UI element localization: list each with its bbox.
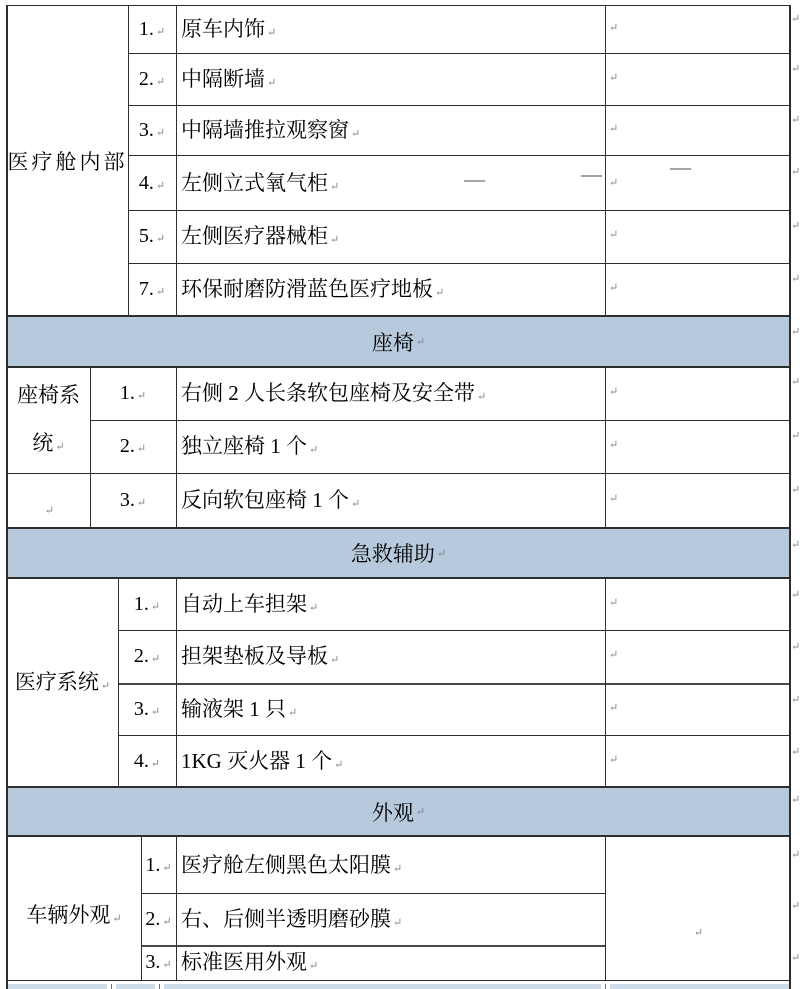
exterior-row-3-text-cell[interactable] — [181, 949, 318, 979]
medical-row-3-text-cell[interactable] — [181, 696, 297, 726]
row-number: 2. — [119, 435, 135, 457]
row-number: 3. — [145, 951, 161, 973]
grid-line — [118, 735, 790, 736]
row-end-mark-icon: ↵ — [791, 376, 800, 388]
row-end-mark-icon: ↵ — [791, 900, 800, 912]
em-dash: — — [464, 167, 485, 191]
row-number: 3. — [138, 119, 154, 141]
cabin-row-3-number-cell[interactable] — [128, 117, 176, 146]
paragraph-mark-icon: ↵ — [155, 26, 166, 38]
section-header-rescue-label: 急救辅助 — [350, 542, 435, 566]
paragraph-mark-icon: ↵ — [609, 22, 619, 34]
row-number: 3. — [119, 489, 135, 511]
cabin-row-1-number-cell[interactable] — [128, 16, 176, 45]
row-end-mark-icon: ↵ — [791, 694, 800, 706]
paragraph-mark-icon: ↵ — [609, 72, 619, 84]
grid-line — [7, 835, 791, 837]
seat-row-2-number-cell[interactable] — [90, 433, 176, 462]
row-number: 1. — [145, 854, 161, 876]
grid-line — [118, 683, 790, 685]
grid-line — [128, 263, 790, 264]
paragraph-mark-icon: ↵ — [309, 444, 319, 456]
seat-row-1-text-cell[interactable] — [181, 380, 486, 410]
row-end-mark-icon: ↵ — [791, 641, 800, 653]
grid-line — [128, 53, 790, 54]
row-number: 4. — [138, 172, 154, 194]
row-number: 1. — [138, 18, 154, 40]
paragraph-mark-icon: ↵ — [136, 443, 147, 455]
row-text: 左侧医疗器械柜 — [181, 224, 328, 248]
paragraph-mark-icon: ↵ — [415, 806, 426, 818]
grid-line — [141, 945, 606, 947]
grid-line — [176, 577, 177, 787]
section-header-exterior[interactable] — [8, 788, 789, 835]
paragraph-mark-icon: ↵ — [55, 440, 65, 453]
row-text: 左侧立式氧气柜 — [181, 171, 328, 195]
grid-line — [605, 366, 606, 527]
seat-label-empty-cell[interactable] — [7, 494, 90, 524]
medical-label-cell[interactable] — [7, 669, 118, 699]
row-text: 环保耐磨防滑蓝色医疗地板 — [181, 277, 433, 301]
row-end-mark-icon: ↵ — [791, 220, 800, 232]
next-row-partial — [8, 984, 789, 989]
row-number: 2. — [138, 68, 154, 90]
grid-line — [7, 577, 791, 579]
grid-line — [605, 5, 606, 315]
seat-label-cell[interactable] — [7, 368, 90, 473]
row-end-mark-icon: ↵ — [791, 794, 800, 806]
paragraph-mark-icon: ↵ — [609, 702, 619, 714]
seat-label-line2: 统 — [32, 430, 54, 455]
grid-line — [7, 5, 791, 6]
paragraph-mark-icon: ↵ — [609, 597, 619, 609]
cabin-label: 医疗舱内部 — [7, 150, 128, 174]
row-number: 1. — [119, 382, 135, 404]
row-end-mark-icon: ↵ — [791, 746, 800, 758]
paragraph-mark-icon: ↵ — [155, 127, 166, 139]
grid-line — [141, 893, 606, 894]
em-dash: — — [670, 155, 691, 179]
row-text: 中隔墙推拉观察窗 — [181, 118, 349, 142]
paragraph-mark-icon: ↵ — [155, 76, 166, 88]
paragraph-mark-icon: ↵ — [609, 493, 619, 505]
row-text: 反向软包座椅 1 个 — [181, 488, 349, 512]
row-number: 3. — [133, 698, 149, 720]
cabin-label-cell[interactable] — [7, 149, 128, 175]
paragraph-mark-icon: ↵ — [393, 917, 403, 929]
paragraph-mark-icon: ↵ — [477, 391, 487, 403]
section-header-seat-label: 座椅 — [371, 330, 414, 355]
row-end-mark-icon: ↵ — [791, 952, 800, 964]
grid-line — [7, 315, 791, 317]
medical-label: 医疗系统 — [14, 670, 99, 694]
paragraph-mark-icon: ↵ — [330, 181, 340, 193]
cabin-row-2-text-cell[interactable] — [181, 66, 276, 96]
grid-line — [111, 984, 112, 989]
medical-row-1-number-cell[interactable] — [118, 591, 176, 620]
paragraph-mark-icon: ↵ — [351, 128, 361, 140]
row-end-mark-icon: ↵ — [791, 13, 800, 25]
paragraph-mark-icon: ↵ — [162, 862, 172, 874]
paragraph-mark-icon: ↵ — [436, 547, 447, 560]
paragraph-mark-icon: ↵ — [136, 497, 147, 509]
grid-line — [90, 420, 790, 421]
exterior-row-2-text-cell[interactable] — [181, 906, 402, 936]
medical-row-4-number-cell[interactable] — [118, 748, 176, 777]
seat-row-3-text-cell[interactable] — [181, 487, 360, 517]
row-text: 右侧 2 人长条软包座椅及安全带 — [181, 381, 475, 405]
grid-line — [605, 577, 606, 787]
paragraph-mark-icon: ↵ — [162, 959, 172, 971]
paragraph-mark-icon: ↵ — [309, 960, 319, 972]
grid-line — [128, 5, 129, 315]
section-header-exterior-label: 外观 — [371, 800, 414, 825]
paragraph-mark-icon: ↵ — [162, 916, 172, 928]
exterior-value-merged-cell[interactable] — [606, 916, 789, 946]
paragraph-mark-icon: ↵ — [155, 286, 166, 298]
paragraph-mark-icon: ↵ — [288, 707, 298, 719]
cabin-row-5-text-cell[interactable] — [181, 223, 339, 253]
cabin-row-4-text-cell[interactable] — [181, 170, 339, 200]
exterior-row-1-text-cell[interactable] — [181, 852, 402, 882]
row-end-mark-icon: ↵ — [791, 63, 800, 75]
exterior-row-2-number-cell[interactable] — [141, 906, 176, 935]
paragraph-mark-icon: ↵ — [309, 602, 319, 614]
section-header-seat[interactable] — [8, 317, 789, 366]
paragraph-mark-icon: ↵ — [609, 123, 619, 135]
paragraph-mark-icon: ↵ — [267, 77, 277, 89]
paragraph-mark-icon: ↵ — [609, 229, 619, 241]
grid-line — [7, 473, 790, 474]
paragraph-mark-icon: ↵ — [155, 233, 166, 245]
row-number: 1. — [133, 593, 149, 615]
row-end-mark-icon: ↵ — [791, 589, 800, 601]
row-end-mark-icon: ↵ — [791, 273, 800, 285]
paragraph-mark-icon: ↵ — [150, 653, 161, 665]
row-text: 原车内饰 — [181, 17, 265, 41]
grid-line — [7, 366, 791, 368]
grid-line — [128, 210, 790, 211]
seat-row-2-text-cell[interactable] — [181, 433, 318, 463]
row-text: 医疗舱左侧黑色太阳膜 — [181, 853, 391, 877]
paragraph-mark-icon: ↵ — [136, 390, 147, 402]
paragraph-mark-icon: ↵ — [435, 287, 445, 299]
medical-row-4-text-cell[interactable] — [181, 748, 343, 778]
cabin-row-4-number-cell[interactable] — [128, 170, 176, 199]
paragraph-mark-icon: ↵ — [609, 282, 619, 294]
table-right-border — [789, 5, 791, 989]
row-end-mark-icon: ↵ — [791, 849, 800, 861]
row-text: 自动上车担架 — [181, 592, 307, 616]
exterior-label-cell[interactable] — [7, 902, 141, 932]
grid-line — [118, 630, 790, 631]
paragraph-mark-icon: ↵ — [609, 439, 619, 451]
paragraph-mark-icon: ↵ — [334, 759, 344, 771]
row-text: 右、后侧半透明磨砂膜 — [181, 907, 391, 931]
row-text: 独立座椅 1 个 — [181, 434, 307, 458]
row-number: 2. — [145, 908, 161, 930]
seat-row-1-number-cell[interactable] — [90, 380, 176, 409]
row-number: 5. — [138, 225, 154, 247]
paragraph-mark-icon: ↵ — [393, 863, 403, 875]
row-number: 4. — [133, 750, 149, 772]
paragraph-mark-icon: ↵ — [330, 234, 340, 246]
cabin-row-1-text-cell[interactable] — [181, 16, 276, 46]
row-number: 7. — [138, 278, 154, 300]
grid-line — [605, 984, 606, 989]
grid-line — [7, 786, 791, 788]
paragraph-mark-icon: ↵ — [112, 913, 122, 925]
paragraph-mark-icon: ↵ — [44, 505, 55, 517]
medical-row-1-text-cell[interactable] — [181, 591, 318, 621]
row-end-mark-icon: ↵ — [791, 166, 800, 178]
cabin-row-2-number-cell[interactable] — [128, 66, 176, 95]
paragraph-mark-icon: ↵ — [609, 386, 619, 398]
grid-line — [7, 527, 791, 529]
seat-label-line2-wrap — [32, 419, 64, 471]
paragraph-mark-icon: ↵ — [150, 601, 161, 613]
cabin-row-5-number-cell[interactable] — [128, 223, 176, 252]
grid-line — [176, 366, 177, 527]
grid-line — [128, 105, 790, 106]
row-end-mark-icon: ↵ — [791, 114, 800, 126]
row-end-mark-icon: ↵ — [791, 484, 800, 496]
paragraph-mark-icon: ↵ — [330, 654, 340, 666]
row-end-mark-icon: ↵ — [791, 326, 800, 338]
row-end-mark-icon: ↵ — [791, 430, 800, 442]
paragraph-mark-icon: ↵ — [609, 649, 619, 661]
grid-line — [176, 5, 177, 315]
grid-line — [176, 835, 177, 980]
medical-row-2-text-cell[interactable] — [181, 643, 339, 673]
cabin-row-3-text-cell[interactable] — [181, 117, 360, 147]
exterior-label: 车辆外观 — [26, 903, 111, 927]
medical-row-2-number-cell[interactable] — [118, 643, 176, 672]
exterior-row-1-number-cell[interactable] — [141, 852, 176, 881]
paragraph-mark-icon: ↵ — [351, 498, 361, 510]
row-text: 中隔断墙 — [181, 67, 265, 91]
cabin-row-7-number-cell[interactable] — [128, 276, 176, 305]
paragraph-mark-icon: ↵ — [155, 180, 166, 192]
row-text: 输液架 1 只 — [181, 697, 286, 721]
paragraph-mark-icon: ↵ — [609, 177, 619, 189]
paragraph-mark-icon: ↵ — [415, 336, 426, 348]
paragraph-mark-icon: ↵ — [609, 754, 619, 766]
seat-label-line1: 座椅系 — [17, 382, 80, 407]
grid-line — [7, 980, 791, 981]
paragraph-mark-icon: ↵ — [267, 27, 277, 39]
row-end-mark-icon: ↵ — [791, 539, 800, 551]
paragraph-mark-icon: ↵ — [150, 758, 161, 770]
paragraph-mark-icon: ↵ — [693, 927, 704, 939]
row-number: 2. — [133, 645, 149, 667]
row-text: 担架垫板及导板 — [181, 644, 328, 668]
em-dash: — — [581, 162, 602, 186]
paragraph-mark-icon: ↵ — [100, 680, 111, 692]
cabin-row-7-text-cell[interactable] — [181, 276, 444, 306]
grid-line — [605, 835, 606, 980]
row-text: 标准医用外观 — [181, 950, 307, 974]
row-text: 1KG 灭火器 1 个 — [181, 749, 333, 773]
seat-row-3-number-cell[interactable] — [90, 487, 176, 516]
section-header-rescue[interactable] — [8, 529, 789, 577]
exterior-row-3-number-cell[interactable] — [141, 949, 176, 978]
grid-line — [159, 984, 160, 989]
paragraph-mark-icon: ↵ — [150, 706, 161, 718]
medical-row-3-number-cell[interactable] — [118, 696, 176, 725]
